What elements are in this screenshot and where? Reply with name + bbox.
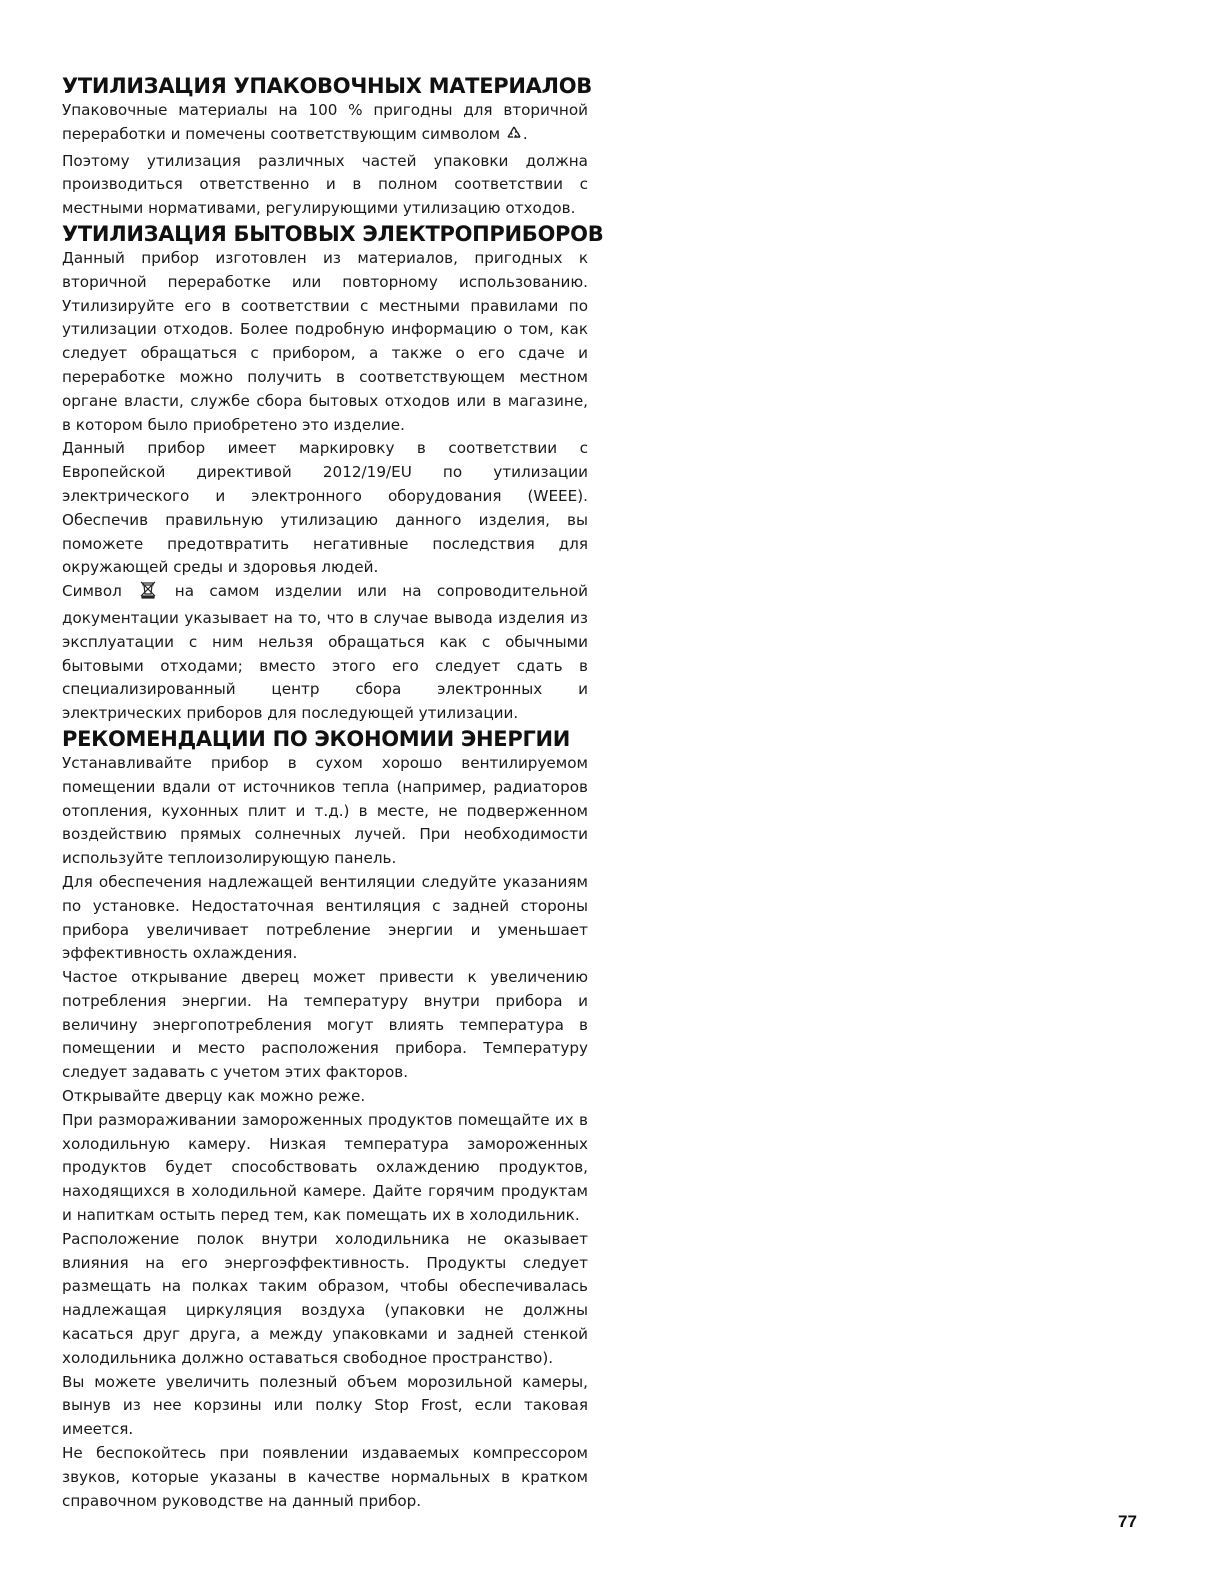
appliances-paragraph-2: Данный прибор имеет маркировку в соответствии с Европейской директивой 2012/19/EU по утилизации электрического и электронного оборудования (WEEE). Обеспечив правильную утилизацию данного изделия, вы поможете предотвратить негативные последствия для окружающей среды и здоровья людей. [62, 439, 588, 577]
energy-paragraph: При размораживании замороженных продуктов помещайте их в холодильную камеру. Низкая температура замороженных продуктов будет способствовать охлаждению продуктов, находящихся в холодильной камере. Дайте горячим продуктам и напиткам остыть перед тем, как помещать их в холодильник. [62, 1110, 588, 1225]
energy-paragraph: Частое открывание дверец может привести к увеличению потребления энергии. На температуру внутри прибора и величину энергопотребления могут влиять температура в помещении и место расположения прибора. Температуру следует задавать с учетом этих факторов. [62, 968, 588, 1082]
section-heading-packaging: УТИЛИЗАЦИЯ УПАКОВОЧНЫХ МАТЕРИАЛОВ [62, 74, 592, 98]
energy-paragraph: Открывайте дверцу как можно реже. [62, 1087, 366, 1106]
page-number: 77 [1118, 1512, 1137, 1531]
energy-paragraph: Расположение полок внутри холодильника не оказывает влияния на его энергоэффективность. Продукты следует размещать на полках таким образом, чтобы обеспечивалась надлежащая циркуляция воздуха (упаковки не должны касаться друг друга, а между упаковками и задней стенкой холодильника должно оставаться свободное пространство). [62, 1229, 588, 1367]
symbol-text-start: Символ [62, 582, 138, 601]
main-column [62, 73, 604, 1513]
energy-paragraph: Не беспокойтесь при появлении издаваемых компрессором звуков, которые указаны в качестве нормальных в кратком справочном руководстве на данный прибор. [62, 1444, 588, 1510]
section-heading-appliances: УТИЛИЗАЦИЯ БЫТОВЫХ ЭЛЕКТРОПРИБОРОВ [62, 221, 604, 246]
energy-paragraph: Устанавливайте прибор в сухом хорошо вентилируемом помещении вдали от источников тепла (например, радиаторов отопления, кухонных плит и т.д.) в месте, не подверженном воздействию прямых солнечных лучей. При необходимости используйте теплоизолирующую панель. [62, 753, 588, 868]
appliances-paragraph-3 [62, 580, 588, 726]
symbol-text-end: на самом изделии или на сопроводительной документации указывает на то, что в случае вывода изделия из эксплуатации с ним нельзя обращаться как с обычными бытовыми отходами; вместо этого его следует сдать в специализированный центр сбора электронных и электрических приборов для последующей утилизации. [62, 582, 588, 723]
packaging-paragraph-1 [62, 99, 588, 150]
section-heading-energy: РЕКОМЕНДАЦИИ ПО ЭКОНОМИИ ЭНЕРГИИ [62, 726, 571, 751]
recycle-icon [505, 125, 523, 150]
crossed-bin-icon [137, 581, 159, 607]
energy-paragraph: Для обеспечения надлежащей вентиляции следуйте указаниям по установке. Недостаточная вентиляция с задней стороны прибора увеличивает потребление энергии и уменьшает эффективность охлаждения. [62, 872, 588, 963]
packaging-text-end: . [522, 124, 528, 143]
packaging-paragraph-2: Поэтому утилизация различных частей упаковки должна производиться ответственно и в полном соответствии с местными нормативами, регулирующими утилизацию отходов. [62, 151, 588, 218]
appliances-paragraph-1: Данный прибор изготовлен из материалов, пригодных к вторичной переработке или повторному использованию. Утилизируйте его в соответствии с местными правилами по утилизации отходов. Более подробную информацию о том, как следует обращаться с прибором, а также о его сдаче и переработке можно получить в соответствующем местном органе власти, службе сбора бытовых отходов или в магазине, в котором было приобретено это изделие. [62, 248, 588, 434]
packaging-text-start: Упаковочные материалы на 100 % пригодны для вторичной переработки и помечены соответствующим символом [62, 101, 588, 143]
energy-paragraph: Вы можете увеличить полезный объем морозильной камеры, вынув из нее корзины или полку Stop Frost, если таковая имеется. [62, 1372, 588, 1439]
